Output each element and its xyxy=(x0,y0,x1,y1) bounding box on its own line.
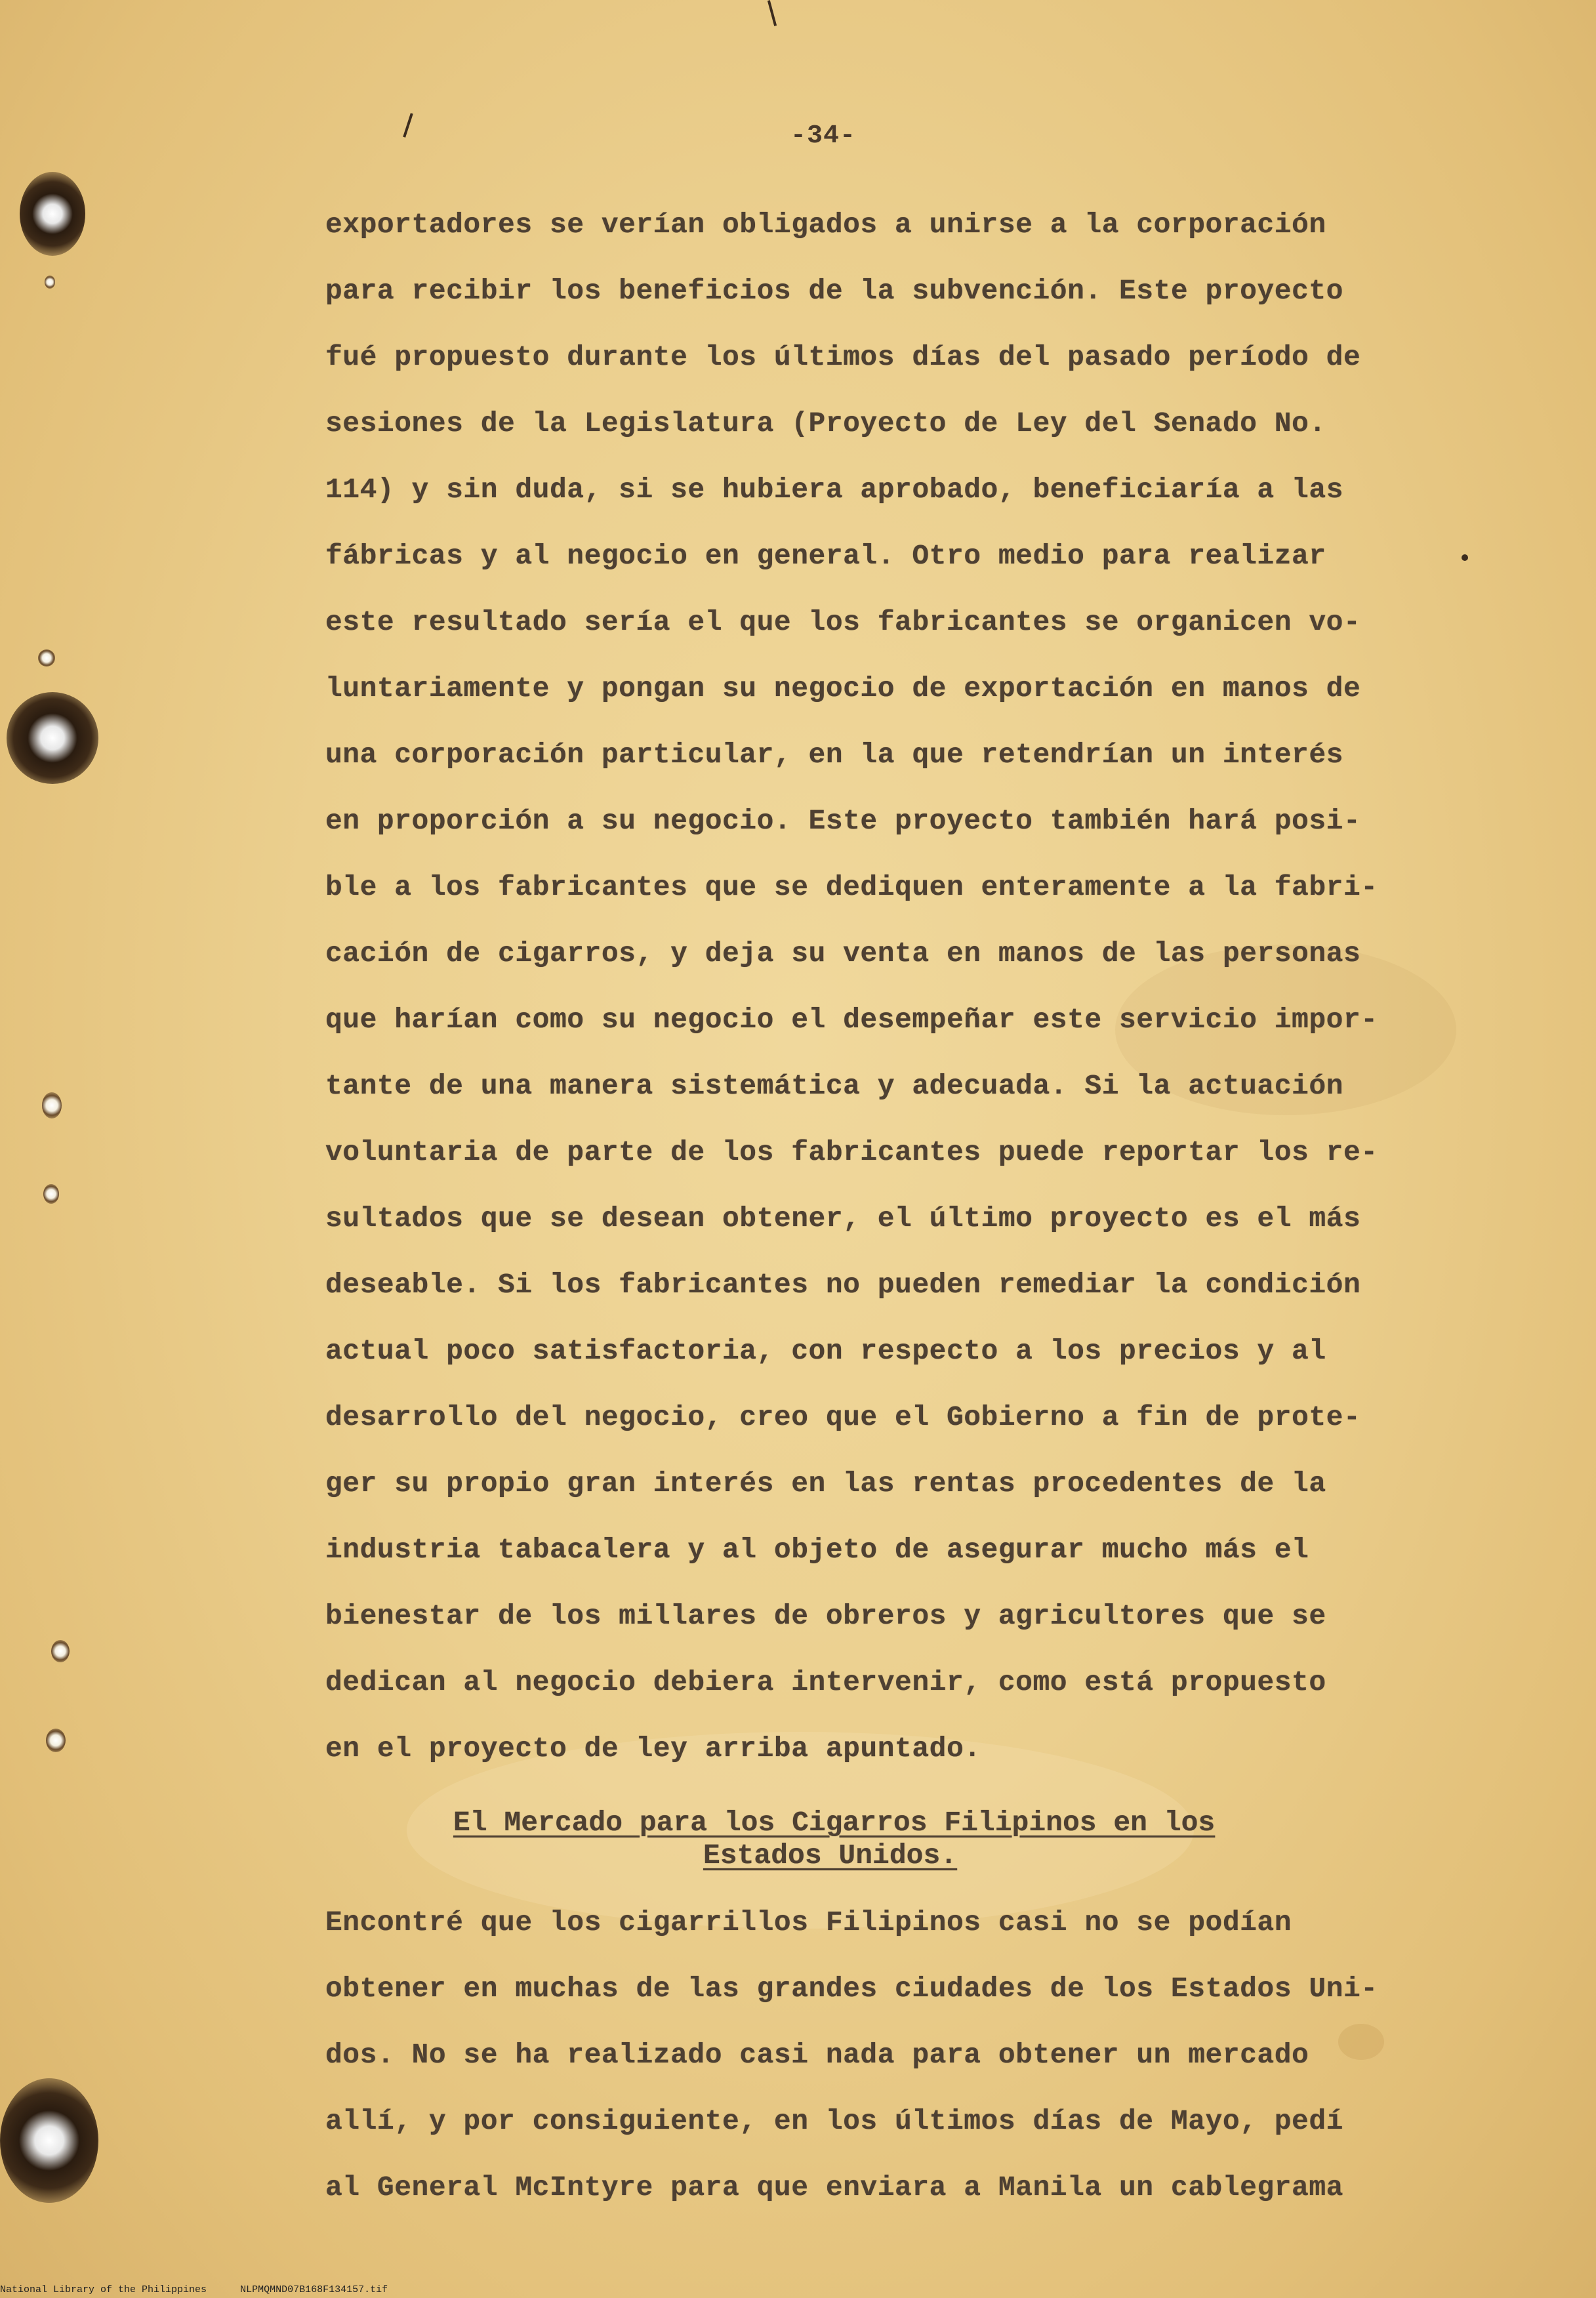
binding-hole xyxy=(0,2078,98,2203)
text-line: cación de cigarros, y deja su venta en manos de las personas xyxy=(325,937,1361,970)
pin-hole xyxy=(51,1640,70,1662)
pin-hole xyxy=(43,1184,59,1204)
text-line: sultados que se desean obtener, el último proyecto es el más xyxy=(325,1202,1361,1235)
text-line: 114) y sin duda, si se hubiera aprobado, beneficiaría a las xyxy=(325,474,1343,506)
text-line: ble a los fabricantes que se dediquen enteramente a la fabri- xyxy=(325,871,1378,903)
text-line: exportadores se verían obligados a unirse a la corporación xyxy=(325,209,1326,241)
text-line: obtener en muchas de las grandes ciudades de los Estados Uni- xyxy=(325,1973,1378,2005)
text-line: fué propuesto durante los últimos días del pasado período de xyxy=(325,341,1361,373)
paper-stain xyxy=(1338,2024,1384,2060)
text-line: desarrollo del negocio, creo que el Gobierno a fin de prote- xyxy=(325,1401,1361,1433)
binding-hole xyxy=(7,692,98,784)
text-line: tante de una manera sistemática y adecuada. Si la actuación xyxy=(325,1070,1343,1102)
text-line: dos. No se ha realizado casi nada para obtener un mercado xyxy=(325,2039,1309,2071)
page-number: -34- xyxy=(790,121,856,151)
pin-hole xyxy=(45,276,55,289)
text-line: ger su propio gran interés en las rentas procedentes de la xyxy=(325,1467,1326,1500)
text-line: Encontré que los cigarrillos Filipinos casi no se podían xyxy=(325,1906,1292,1939)
text-line: dedican al negocio debiera intervenir, como está propuesto xyxy=(325,1666,1326,1698)
text-line: para recibir los beneficios de la subvención. Este proyecto xyxy=(325,275,1343,307)
ink-dot xyxy=(1462,554,1468,561)
text-line: allí, y por consiguiente, en los últimos días de Mayo, pedí xyxy=(325,2105,1343,2137)
text-line: este resultado sería el que los fabricantes se organicen vo- xyxy=(325,606,1361,638)
binding-hole xyxy=(20,172,85,256)
pencil-mark xyxy=(767,0,777,26)
text-line: en el proyecto de ley arriba apuntado. xyxy=(325,1733,981,1765)
pencil-mark xyxy=(403,113,413,137)
text-line: al General McIntyre para que enviara a Manila un cablegrama xyxy=(325,2171,1343,2204)
text-line: bienestar de los millares de obreros y agricultores que se xyxy=(325,1600,1326,1632)
pin-hole xyxy=(42,1092,62,1118)
text-line: luntariamente y pongan su negocio de exportación en manos de xyxy=(325,672,1361,705)
text-line: fábricas y al negocio en general. Otro medio para realizar xyxy=(325,540,1326,572)
text-line: que harían como su negocio el desempeñar este servicio impor- xyxy=(325,1004,1378,1036)
text-line: sesiones de la Legislatura (Proyecto de Ley del Senado No. xyxy=(325,407,1326,440)
text-line: deseable. Si los fabricantes no pueden remediar la condición xyxy=(325,1269,1361,1301)
pin-hole xyxy=(38,649,55,667)
footer-library: National Library of the Philippines xyxy=(0,2284,207,2295)
pin-hole xyxy=(46,1729,66,1752)
section-heading: El Mercado para los Cigarros Filipinos en los xyxy=(453,1807,1216,1839)
scan-footer xyxy=(0,2284,415,2295)
section-heading: Estados Unidos. xyxy=(703,1839,958,1872)
text-line: actual poco satisfactoria, con respecto a los precios y al xyxy=(325,1335,1326,1367)
text-line: voluntaria de parte de los fabricantes puede reportar los re- xyxy=(325,1136,1378,1168)
text-line: una corporación particular, en la que retendrían un interés xyxy=(325,739,1343,771)
text-line: industria tabacalera y al objeto de asegurar mucho más el xyxy=(325,1534,1309,1566)
text-line: en proporción a su negocio. Este proyecto también hará posi- xyxy=(325,805,1361,837)
footer-file: NLPMQMND07B168F134157.tif xyxy=(240,2284,388,2295)
